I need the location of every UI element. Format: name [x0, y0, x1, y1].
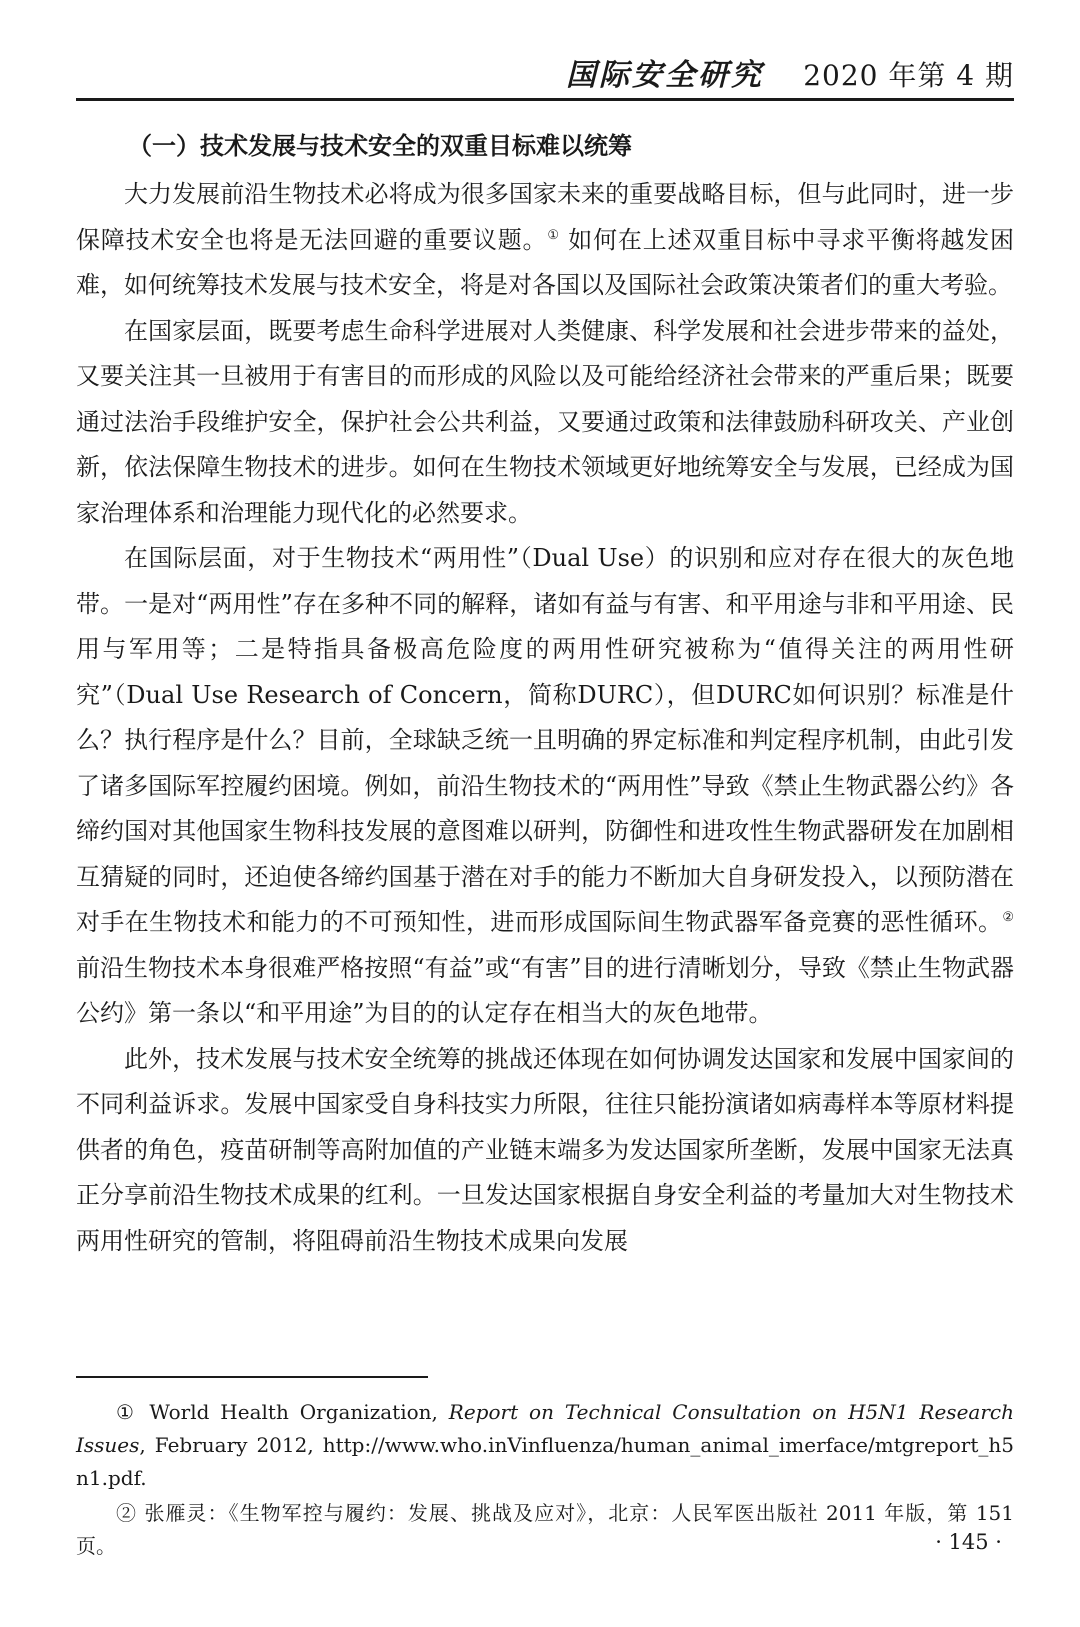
page-number: · 145 ·	[935, 1530, 1002, 1554]
running-header	[76, 56, 1014, 101]
footnote-1-title: Report on Technical Consultation on H5N1 Research Issues	[76, 1400, 1014, 1457]
paragraph-1-text-cont: 如何在上述双重目标中寻求平衡将越发困难，如何统筹技术发展与技术安全，将是对各国以及国际社会政策决策者们的重大考验。	[76, 225, 1014, 299]
footnote-1-mark: ①	[116, 1400, 139, 1424]
footnote-divider	[76, 1376, 428, 1378]
section-title: （一）技术发展与技术安全的双重目标难以统筹	[128, 132, 632, 160]
issue-label: 2020 年第 4 期	[803, 59, 1014, 92]
paragraph-3-text-cont: 前沿生物技术本身很难严格按照“有益”或“有害”目的进行清晰划分，导致《禁止生物武器公约》第一条以“和平用途”为目的的认定存在相当大的灰色地带。	[76, 953, 1014, 1027]
paragraph-2: 在国家层面，既要考虑生命科学进展对人类健康、科学发展和社会进步带来的益处，又要关注其一旦被用于有害目的而形成的风险以及可能给经济社会带来的严重后果；既要通过法治手段维护安全，保护社会公共利益，又要通过政策和法律鼓励科研攻关、产业创新，依法保障生物技术的进步。如何在生物技术领域更好地统筹安全与发展，已经成为国家治理体系和治理能力现代化的必然要求。	[76, 316, 1014, 527]
footnote-2-mark: ②	[116, 1501, 138, 1525]
footnote-ref-1[interactable]: ①	[547, 227, 560, 243]
paragraph-3	[76, 536, 1014, 1037]
footnote-1-author: World Health Organization,	[138, 1400, 449, 1424]
paragraph-4: 此外，技术发展与技术安全统筹的挑战还体现在如何协调发达国家和发展中国家间的不同利益诉求。发展中国家受自身科技实力所限，往往只能扮演诸如病毒样本等原材料提供者的角色，疫苗研制等高附加值的产业链末端多为发达国家所垄断，发展中国家无法真正分享前沿生物技术成果的红利。一旦发达国家根据自身安全利益的考量加大对生物技术两用性研究的管制，将阻碍前沿生物技术成果向发展	[76, 1044, 1014, 1255]
footnotes	[76, 1396, 1014, 1565]
paragraph-1-text: 大力发展前沿生物技术必将成为很多国家未来的重要战略目标，但与此同时，进一步保障技术安全也将是无法回避的重要议题。	[76, 180, 1014, 254]
footnote-1-rest: , February 2012, http://www.who.inVinfluenza/human_animal_imerface/mtgreport_h5n1.pdf.	[76, 1433, 1014, 1490]
footnote-1	[76, 1396, 1014, 1495]
footnote-2-text: 张雁灵：《生物军控与履约：发展、挑战及应对》，北京：人民军医出版社 2011 年版，第 151 页。	[76, 1501, 1014, 1558]
paragraph-3-text: 在国际层面，对于生物技术“两用性”（Dual Use）的识别和应对存在很大的灰色地带。一是对“两用性”存在多种不同的解释，诸如有益与有害、和平用途与非和平用途、民用与军用等；二是特指具备极高危险度的两用性研究被称为“值得关注的两用性研究”（Dual Use Research of Concern，简称DURC），但DURC如何识别？标准是什么？执行程序是什么？目前，全球缺乏统一且明确的界定标准和判定程序机制，由此引发了诸多国际军控履约困境。例如，前沿生物技术的“两用性”导致《禁止生物武器公约》各缔约国对其他国家生物科技发展的意图难以研判，防御性和进攻性生物武器研发在加剧相互猜疑的同时，还迫使各缔约国基于潜在对手的能力不断加大自身研发投入，以预防潜在对手在生物技术和能力的不可预知性，进而形成国际间生物武器军备竞赛的恶性循环。	[76, 544, 1014, 936]
journal-name: 国际安全研究	[566, 58, 764, 93]
paragraph-1	[76, 172, 1014, 309]
footnote-ref-2[interactable]: ②	[1002, 910, 1014, 925]
article-body	[76, 126, 1014, 1264]
footnote-2	[76, 1497, 1014, 1563]
